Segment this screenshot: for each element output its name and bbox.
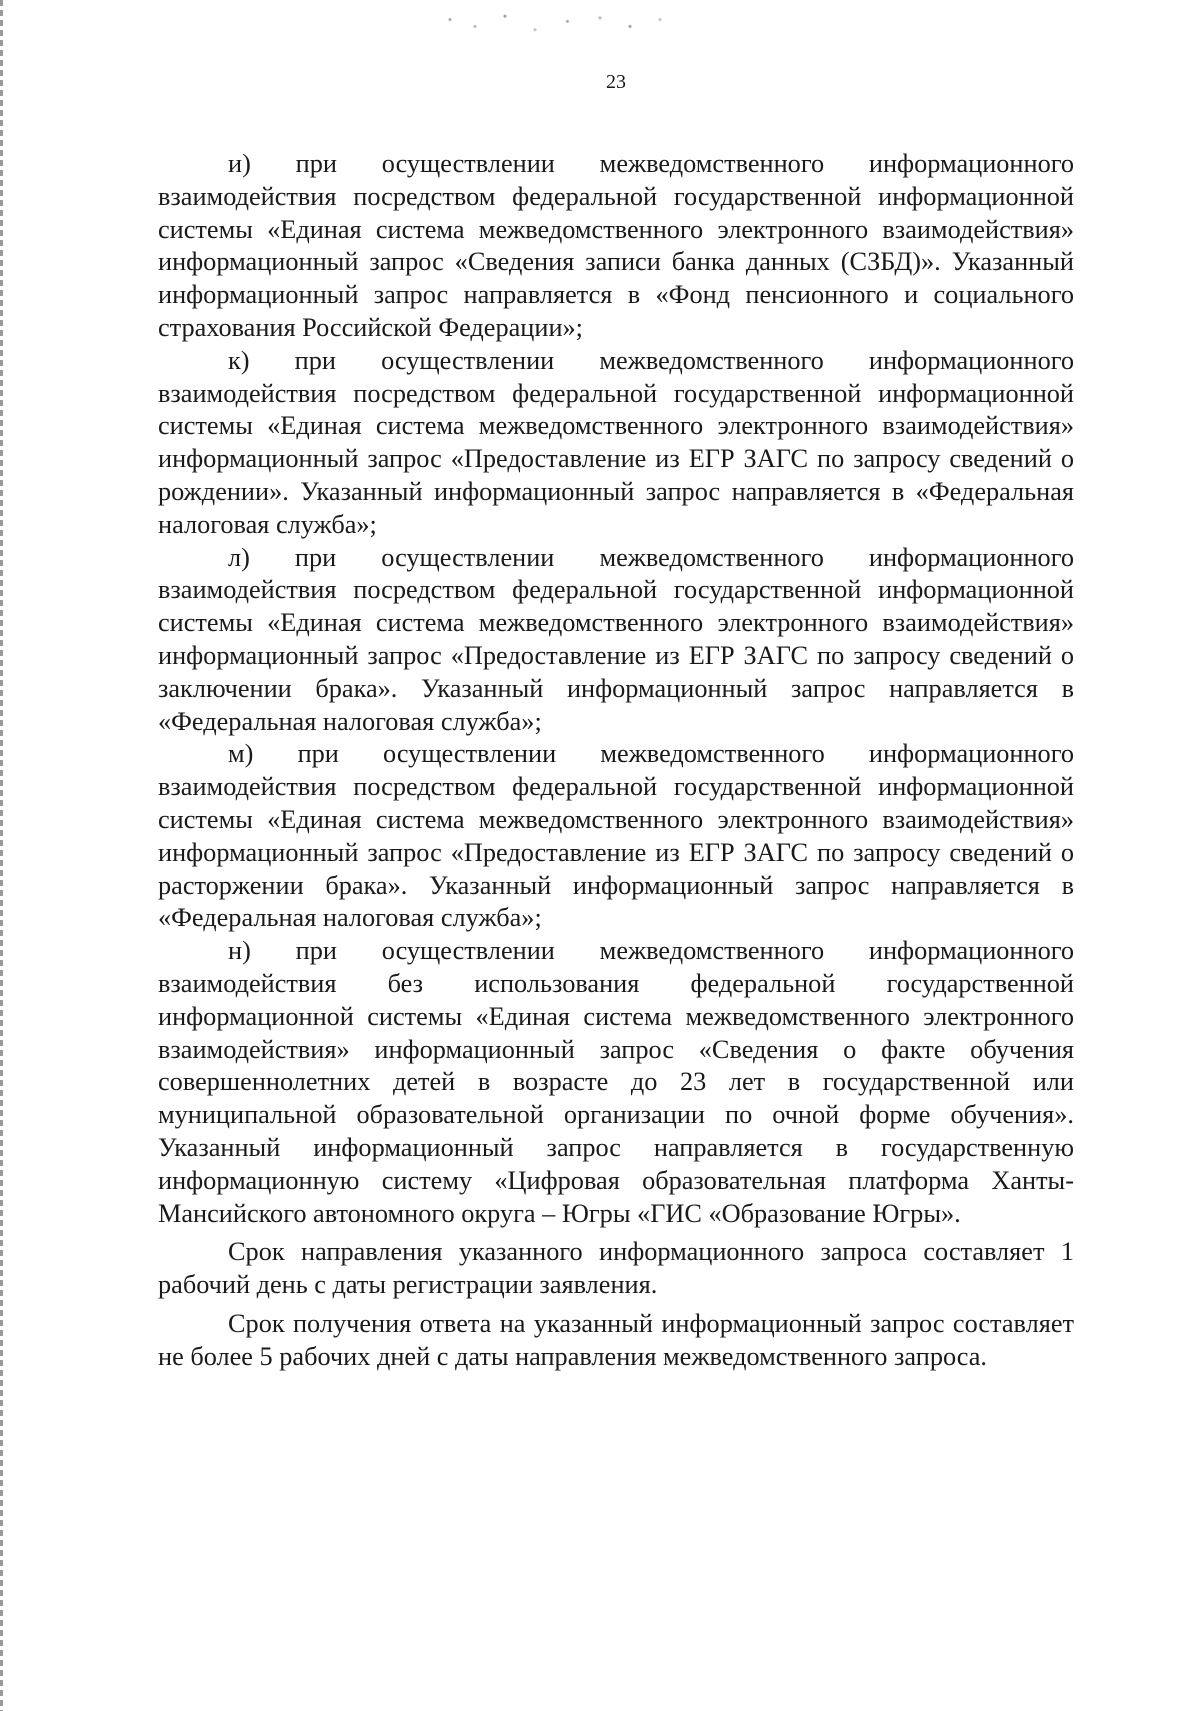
paragraph-sending-deadline: Срок направления указанного информационного запроса составляет 1 рабочий день с даты регистрации заявления. [158,1237,1074,1300]
scan-noise-marks [430,6,680,40]
paragraph-item-n: н) при осуществлении межведомственного информационного взаимодействия без использования федеральной государственной информационной системы «Единая система межведомственного электронного взаимодействия» информационный запрос «Сведения о факте обучения совершеннолетних детей в возрасте до 23 лет в государственной или муниципальной образовательной организации по очной форме обучения». Указанный информационный запрос направляется в государственную информационную систему «Цифровая образовательная платформа Ханты-Мансийского автономного округа – Югры «ГИС «Образование Югры». [158,936,1074,1228]
paragraph-response-deadline: Срок получения ответа на указанный информационный запрос составляет не более 5 рабочих дней с даты направления межведомственного запроса. [158,1308,1074,1371]
page-number: 23 [606,71,626,93]
paragraph-item-k: к) при осуществлении межведомственного информационного взаимодействия посредством федеральной государственной информационной системы «Единая система межведомственного электронного взаимодействия» информационный запрос «Предоставление из ЕГР ЗАГС по запросу сведений о рождении». Указанный информационный запрос направляется в «Федеральная налоговая служба»; [158,345,1074,539]
document-body [158,148,1074,1373]
paragraph-item-l: л) при осуществлении межведомственного информационного взаимодействия посредством федеральной государственной информационной системы «Единая система межведомственного электронного взаимодействия» информационный запрос «Предоставление из ЕГР ЗАГС по запросу сведений о заключении брака». Указанный информационный запрос направляется в «Федеральная налоговая служба»; [158,542,1074,736]
scan-left-edge [0,0,3,1711]
paragraph-item-m: м) при осуществлении межведомственного информационного взаимодействия посредством федеральной государственной информационной системы «Единая система межведомственного электронного взаимодействия» информационный запрос «Предоставление из ЕГР ЗАГС по запросу сведений о расторжении брака». Указанный информационный запрос направляется в «Федеральная налоговая служба»; [158,739,1074,933]
paragraph-item-i: и) при осуществлении межведомственного информационного взаимодействия посредством федеральной государственной информационной системы «Единая система межведомственного электронного взаимодействия» информационный запрос «Сведения записи банка данных (СЗБД)». Указанный информационный запрос направляется в «Фонд пенсионного и социального страхования Российской Федерации»; [158,149,1074,342]
